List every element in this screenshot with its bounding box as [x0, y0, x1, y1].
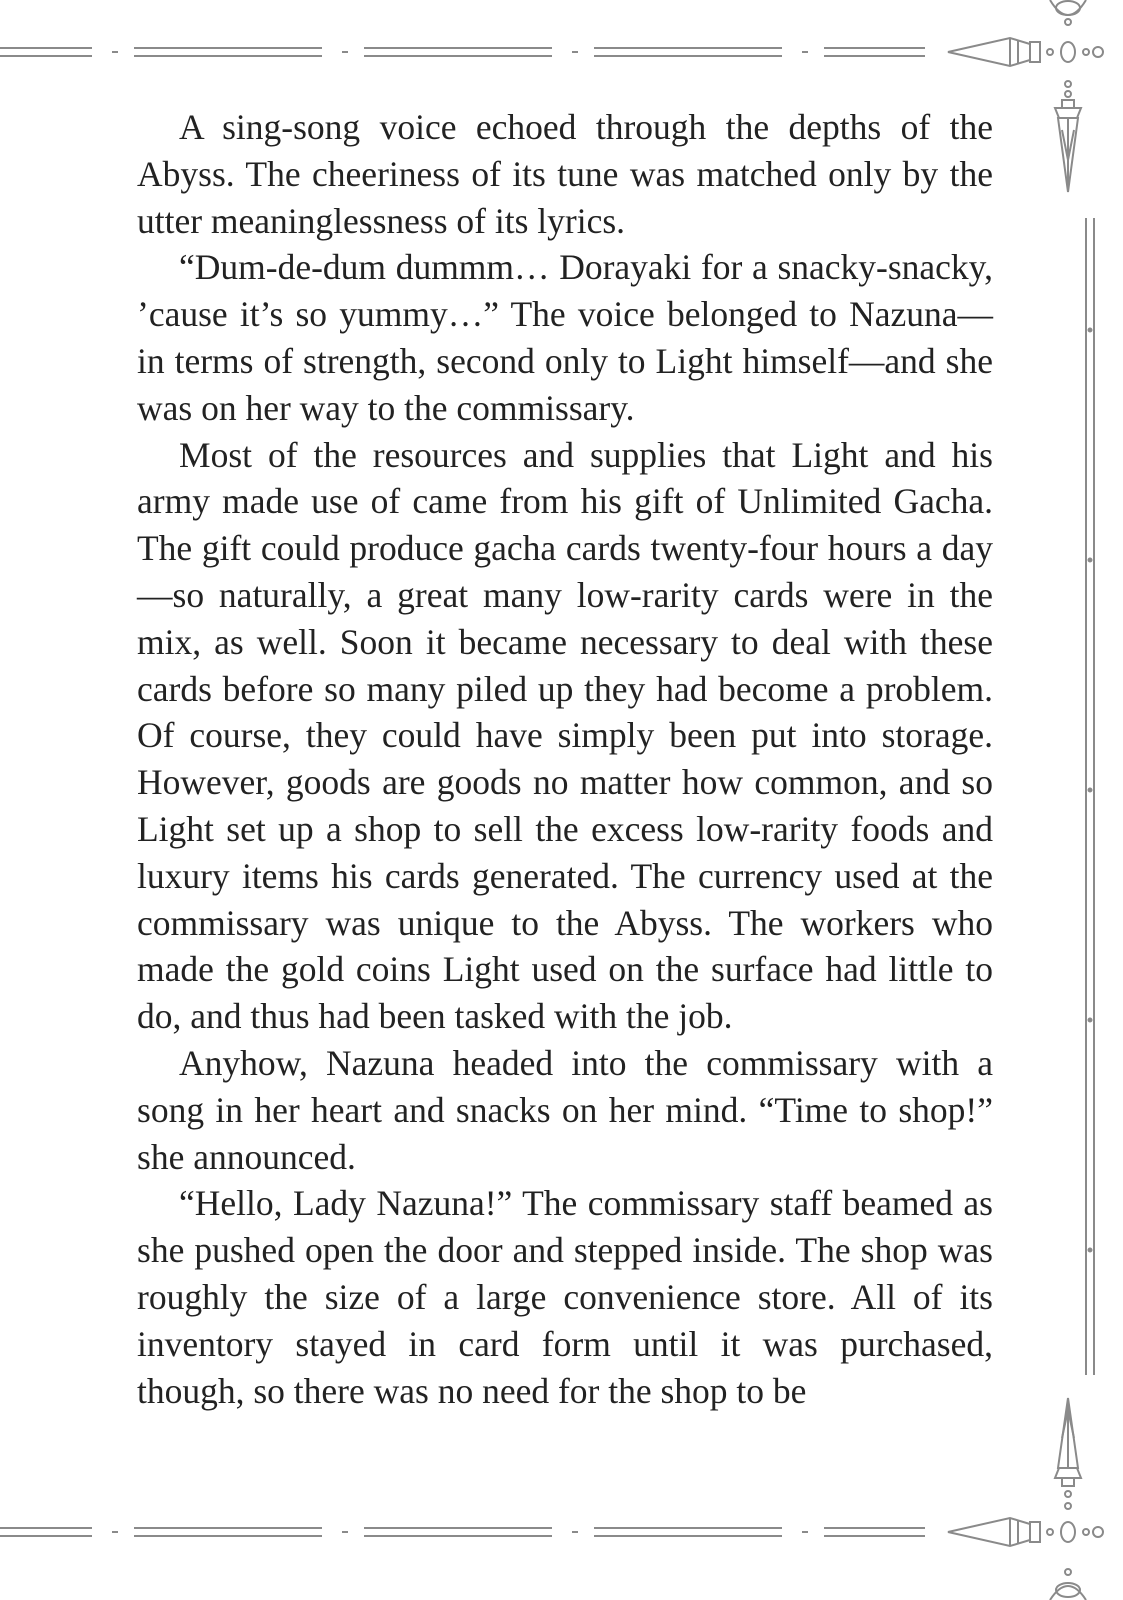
- paragraph: “Dum-de-dum dummm… Dorayaki for a snacky-snacky, ’cause it’s so yummy…” The voice belonged to Nazuna—in terms of strength, second only to Light himself—and she was on her way to the commissary.: [137, 247, 993, 428]
- crystal-arrow-icon: [948, 1518, 1103, 1546]
- right-border-line: [1086, 218, 1094, 1375]
- paragraph: A sing-song voice echoed through the depths of the Abyss. The cheeriness of its tune was matched only by the utter meaninglessness of its lyrics.: [137, 107, 993, 241]
- crystal-pendant-icon: [1050, 0, 1086, 192]
- paragraph: “Hello, Lady Nazuna!” The commissary staff beamed as she pushed open the door and stepped inside. The shop was roughly the size of a large convenience store. All of its inventory stayed in card form until it was purchased, though, so there was no need for the shop to be: [137, 1183, 993, 1411]
- paragraph: Most of the resources and supplies that Light and his army made use of came from his gift of Unlimited Gacha. The gift could produce gacha cards twenty-four hours a day—so naturally, a great many low-rarity cards were in the mix, as well. Soon it became necessary to deal with these cards before so many piled up they had become a problem. Of course, they could have simply been put into storage. However, goods are goods no matter how common, and so Light set up a shop to sell the excess low-rarity foods and luxury items his cards generated. The currency used at the commissary was unique to the Abyss. The workers who made the gold coins Light used on the surface had little to do, and thus had been tasked with the job.: [137, 434, 993, 1037]
- page-body-text: [137, 104, 993, 1414]
- crystal-pendant-icon: [1050, 1398, 1086, 1600]
- crystal-arrow-icon: [948, 38, 1103, 66]
- bottom-border-line: [0, 1528, 925, 1536]
- top-border-line: [0, 48, 925, 56]
- paragraph: Anyhow, Nazuna headed into the commissary with a song in her heart and snacks on her mind. “Time to shop!” she announced.: [137, 1042, 993, 1177]
